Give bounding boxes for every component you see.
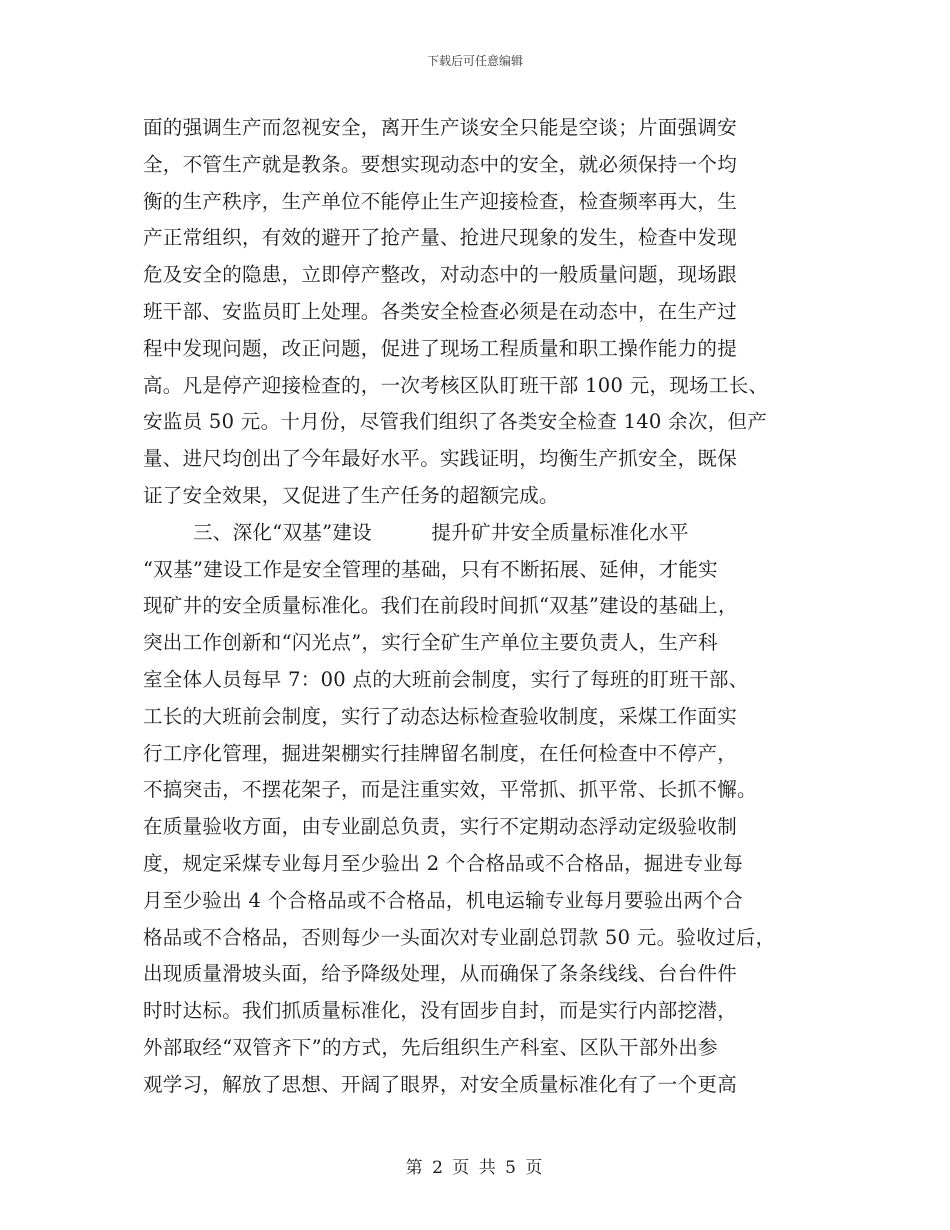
body-line: 在质量验收方面，由专业副总负责，实行不定期动态浮动定级验收制 bbox=[143, 815, 738, 839]
body-line: 突出工作创新和“闪光点”，实行全矿生产单位主要负责人，生产科 bbox=[143, 631, 718, 655]
body-line: 产正常组织，有效的避开了抢产量、抢进尺现象的发生，检查中发现 bbox=[143, 226, 738, 250]
body-line: 证了安全效果，又促进了生产任务的超额完成。 bbox=[143, 483, 559, 507]
body-line: 量、进尺均创出了今年最好水平。实践证明，均衡生产抓安全，既保 bbox=[143, 447, 738, 471]
body-line: 室全体人员每早 7：00 点的大班前会制度，实行了每班的盯班干部、 bbox=[143, 667, 749, 691]
body-line: 度，规定采煤专业每月至少验出 2 个合格品或不合格品，掘进专业每 bbox=[143, 851, 743, 875]
body-line: 外部取经“双管齐下”的方式，先后组织生产科室、区队干部外出参 bbox=[143, 1035, 718, 1059]
body-line: 安监员 50 元。十月份，尽管我们组织了各类安全检查 140 余次，但产 bbox=[143, 410, 768, 434]
page-footer: 第 2 页 共 5 页 bbox=[405, 1158, 545, 1178]
body-line: 月至少验出 4 个合格品或不合格品，机电运输专业每月要验出两个合 bbox=[143, 888, 743, 912]
body-line: 工长的大班前会制度，实行了动态达标检查验收制度，采煤工作面实 bbox=[143, 704, 738, 728]
body-line: 观学习，解放了思想、开阔了眼界，对安全质量标准化有了一个更高 bbox=[143, 1072, 738, 1096]
body-line: 程中发现问题，改正问题，促进了现场工程质量和职工操作能力的提 bbox=[143, 336, 738, 360]
body-line: 不搞突击，不摆花架子，而是注重实效，平常抓、抓平常、长抓不懈。 bbox=[143, 778, 757, 802]
body-line: 现矿井的安全质量标准化。我们在前段时间抓“双基”建设的基础上， bbox=[143, 594, 738, 618]
body-line: 班干部、安监员盯上处理。各类安全检查必须是在动态中，在生产过 bbox=[143, 299, 738, 323]
body-line: 危及安全的隐患，立即停产整改，对动态中的一般质量问题，现场跟 bbox=[143, 263, 738, 287]
body-text bbox=[143, 110, 813, 1104]
body-line: 高。凡是停产迎接检查的，一次考核区队盯班干部 100 元，现场工长、 bbox=[143, 373, 769, 397]
body-line: 全，不管生产就是教条。要想实现动态中的安全，就必须保持一个均 bbox=[143, 152, 738, 176]
body-line: 出现质量滑坡头面，给予降级处理，从而确保了条条线线、台台件件 bbox=[143, 962, 738, 986]
page-header: 下载后可任意编辑 bbox=[426, 54, 523, 68]
body-line: 面的强调生产而忽视安全，离开生产谈安全只能是空谈；片面强调安 bbox=[143, 116, 738, 139]
section-heading: 三、深化“双基”建设 提升矿井安全质量标准化水平 bbox=[193, 520, 689, 544]
body-line: 衡的生产秩序，生产单位不能停止生产迎接检查，检查频率再大，生 bbox=[143, 189, 738, 213]
body-line: 格品或不合格品，否则每少一头面次对专业副总罚款 50 元。验收过后， bbox=[143, 925, 776, 949]
body-line: “双基”建设工作是安全管理的基础，只有不断拓展、延伸，才能实 bbox=[143, 557, 718, 581]
body-line: 行工序化管理，掘进架棚实行挂牌留名制度，在任何检查中不停产， bbox=[143, 741, 738, 765]
body-line: 时时达标。我们抓质量标准化，没有固步自封，而是实行内部挖潜， bbox=[143, 999, 738, 1023]
